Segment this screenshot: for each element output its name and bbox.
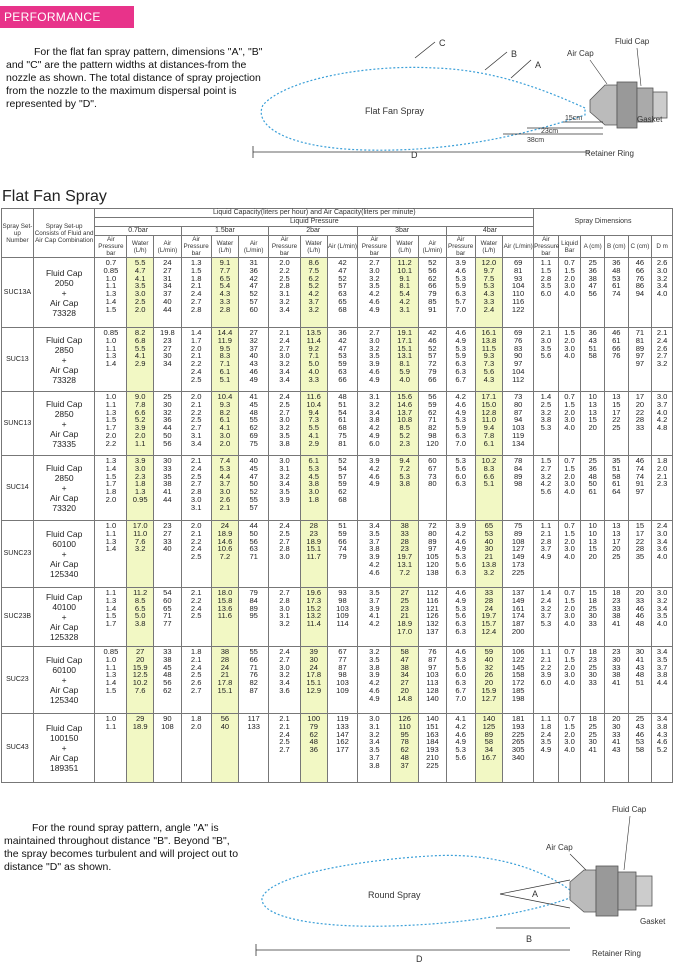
table-row bbox=[2, 258, 673, 328]
value-cell: 23 30 33 38 41 bbox=[604, 647, 628, 714]
value-cell: 13.5 11.4 9.2 7.1 5.0 4.0 3.3 bbox=[300, 328, 327, 392]
value-cell: 25 43 46 53 58 bbox=[628, 714, 652, 783]
sub-header-air-pressure: Air Pressure bar bbox=[181, 236, 211, 258]
dim-b-label: B bbox=[526, 934, 533, 944]
value-cell: 0.7 1.5 2.0 3.0 4.0 bbox=[558, 392, 581, 456]
value-cell: 106 122 145 158 172 185 198 bbox=[503, 647, 534, 714]
value-cell: 73 80 87 94 103 119 134 bbox=[503, 392, 534, 456]
value-cell: 2.6 3.0 3.2 3.4 4.0 bbox=[652, 258, 673, 328]
value-cell: 2.0 2.1 2.2 2.4 2.5 bbox=[181, 521, 211, 588]
value-cell: 28 23 18.9 15.1 11.7 bbox=[300, 521, 327, 588]
value-cell: 36 43 51 58 bbox=[581, 328, 605, 392]
value-cell: 112 116 121 126 132 137 bbox=[419, 588, 447, 647]
value-cell: 69 81 93 104 110 116 122 bbox=[503, 258, 534, 328]
value-cell: 140 151 163 184 193 210 225 bbox=[419, 714, 447, 783]
value-cell: 46 74 74 91 97 bbox=[628, 456, 652, 521]
value-cell: 17.0 11.0 7.6 3.2 bbox=[127, 521, 154, 588]
value-cell: 2.0 2.1 2.2 2.5 2.7 3.1 3.4 bbox=[181, 392, 211, 456]
value-cell: 48 51 54 61 68 75 81 bbox=[327, 392, 358, 456]
value-cell: 2.4 2.5 2.7 3.0 3.2 3.5 3.8 bbox=[269, 392, 301, 456]
value-cell: 2.1 2.2 2.4 2.5 bbox=[181, 588, 211, 647]
value-cell: 1.3 1.4 1.5 1.7 1.8 2.0 bbox=[95, 456, 127, 521]
value-cell: 19.1 17.1 15.1 13.1 8.1 5.9 4.0 bbox=[391, 328, 419, 392]
value-cell: 2.7 3.0 3.2 3.5 4.2 4.6 4.9 bbox=[358, 258, 391, 328]
value-cell: 17 20 22 28 33 bbox=[628, 392, 652, 456]
dim-d-label: D bbox=[416, 954, 423, 964]
value-cell: 1.4 2.4 3.2 3.7 5.3 bbox=[534, 588, 559, 647]
value-cell: 93 98 103 109 114 bbox=[327, 588, 358, 647]
value-cell: 1.4 1.7 2.0 2.1 2.2 2.4 2.5 bbox=[181, 328, 211, 392]
value-cell: 0.85 1.0 1.1 1.3 1.4 1.5 bbox=[95, 647, 127, 714]
value-cell: 1.4 2.5 3.2 3.8 5.3 bbox=[534, 392, 559, 456]
gasket-label: Gasket bbox=[637, 115, 663, 124]
value-cell: 31 36 42 47 52 57 60 bbox=[239, 258, 269, 328]
sub-header-air: Air (L/min) bbox=[503, 236, 534, 258]
combination-cell: Fluid Cap 2850 + Air Cap 73335 bbox=[33, 392, 95, 456]
round-spray-description: For the round spray pattern, angle "A" is maintained throughout distance "B". Beyond "B", the spray becomes turbulent and will project out to distance "D" as shown. bbox=[4, 822, 239, 873]
value-cell: 3.4 3.5 3.7 3.8 4.4 bbox=[652, 647, 673, 714]
value-cell: 1.1 1.3 1.4 1.5 1.7 bbox=[95, 588, 127, 647]
air-cap-label: Air Cap bbox=[567, 49, 594, 58]
sub-header-water: Water (L/h) bbox=[127, 236, 154, 258]
sub-header-air-pressure: Air Pressure bar bbox=[358, 236, 391, 258]
value-cell: 79 84 89 95 bbox=[239, 588, 269, 647]
retainer-ring-label: Retainer Ring bbox=[592, 949, 641, 958]
model-cell: SUC13 bbox=[2, 328, 34, 392]
value-cell: 15 18 25 30 33 bbox=[581, 588, 605, 647]
pressure-header: 0.7bar bbox=[95, 227, 181, 236]
sub-header-air-pressure: Air Pressure bar bbox=[95, 236, 127, 258]
value-cell: 1.1 1.8 2.4 3.5 4.9 bbox=[534, 714, 559, 783]
value-cell: 3.1 3.2 3.4 3.8 4.2 4.9 6.0 bbox=[358, 392, 391, 456]
air-cap-label: Air Cap bbox=[546, 843, 573, 852]
value-cell: 25 30 32 36 44 50 56 bbox=[154, 392, 182, 456]
sub-header-air: Air (L/min) bbox=[419, 236, 447, 258]
value-cell: 1.1 2.1 2.8 3.7 4.9 bbox=[534, 521, 559, 588]
value-cell: 78 84 89 98 bbox=[503, 456, 534, 521]
value-cell: 11.2 8.5 6.5 5.0 3.8 bbox=[127, 588, 154, 647]
value-cell: 1.0 1.1 1.3 1.4 bbox=[95, 521, 127, 588]
dim-a-label: A bbox=[535, 60, 542, 70]
value-cell: 44 50 56 63 71 bbox=[239, 521, 269, 588]
value-cell: 13 15 17 22 25 bbox=[604, 392, 628, 456]
value-cell: 30 33 35 38 41 44 bbox=[154, 456, 182, 521]
round-spray-diagram bbox=[240, 800, 675, 965]
value-cell: 1.3 1.5 1.8 2.1 2.4 2.7 2.8 bbox=[181, 258, 211, 328]
value-cell: 1.0 1.1 1.3 1.5 1.7 2.0 2.2 bbox=[95, 392, 127, 456]
value-cell: 42 46 52 57 72 79 66 bbox=[419, 328, 447, 392]
value-cell: 1.1 2.1 2.2 3.9 6.0 bbox=[534, 647, 559, 714]
sub-header-c: C (cm) bbox=[628, 236, 652, 258]
combination-cell: Fluid Cap 40100 + Air Cap 125328 bbox=[33, 588, 95, 647]
value-cell: 8.2 6.8 5.5 4.1 2.9 bbox=[127, 328, 154, 392]
value-cell: 2.4 3.0 3.4 3.6 4.0 bbox=[652, 521, 673, 588]
sub-header-d: D m bbox=[652, 236, 673, 258]
value-cell: 4.2 4.6 4.9 5.3 5.9 6.3 7.0 bbox=[446, 392, 475, 456]
pressure-header: 2bar bbox=[269, 227, 358, 236]
value-cell: 3.0 3.1 3.2 3.4 3.5 3.9 bbox=[269, 456, 301, 521]
value-cell: 2.1 2.1 2.4 2.5 2.7 bbox=[269, 714, 301, 783]
value-cell: 58 47 38 34 27 20 14.8 bbox=[391, 647, 419, 714]
value-cell: 69 76 83 90 97 104 112 bbox=[503, 328, 534, 392]
col-liquid-pressure: Liquid Pressure bbox=[95, 218, 534, 227]
section-title: Flat Fan Spray bbox=[2, 188, 107, 205]
value-cell: 5.3 5.6 6.0 6.3 bbox=[446, 456, 475, 521]
sub-header-air: Air (L/min) bbox=[154, 236, 182, 258]
value-cell: 7.4 5.3 4.4 3.7 3.0 2.6 2.1 bbox=[211, 456, 239, 521]
value-cell: 5.5 4.7 4.1 3.5 3.0 2.5 2.0 bbox=[127, 258, 154, 328]
value-cell: 33 38 45 48 56 62 bbox=[154, 647, 182, 714]
value-cell: 1.5 2.0 3.0 4.0 bbox=[558, 328, 581, 392]
value-cell: 52 56 62 66 79 85 91 bbox=[419, 258, 447, 328]
value-cell: 117 133 bbox=[239, 714, 269, 783]
dim-c-label: C bbox=[439, 38, 446, 48]
value-cell: 46 61 66 76 bbox=[604, 328, 628, 392]
pressure-header: 4bar bbox=[446, 227, 533, 236]
angle-a-label: A bbox=[532, 889, 539, 899]
gasket-label: Gasket bbox=[640, 917, 666, 926]
value-cell: 3.0 3.2 3.4 3.5 4.0 bbox=[652, 588, 673, 647]
value-cell: 40 45 47 50 52 55 57 bbox=[239, 456, 269, 521]
value-cell: 4.6 4.9 5.3 5.6 6.3 6.3 bbox=[446, 588, 475, 647]
combination-cell: Fluid Cap 60100 + Air Cap 125340 bbox=[33, 521, 95, 588]
value-cell: 4.6 5.3 5.6 6.0 6.3 6.7 7.0 bbox=[446, 647, 475, 714]
pressure-header: 1.5bar bbox=[181, 227, 268, 236]
sub-header-air-pressure: Air Pressure bar bbox=[269, 236, 301, 258]
table-row bbox=[2, 328, 673, 392]
value-cell: 181 193 225 265 305 340 bbox=[503, 714, 534, 783]
sub-header-air: Air (L/min) bbox=[327, 236, 358, 258]
value-cell: 15.6 14.6 13.7 10.8 8.5 5.2 2.3 bbox=[391, 392, 419, 456]
value-cell: 15 17 22 28 35 bbox=[628, 521, 652, 588]
col-spray-setup-number: Spray Set-up Number bbox=[2, 209, 34, 258]
value-cell: 9.1 7.7 6.5 5.4 4.3 3.3 2.8 bbox=[211, 258, 239, 328]
value-cell: 46 66 76 86 94 bbox=[628, 258, 652, 328]
flat-fan-spec-table bbox=[1, 208, 673, 783]
value-cell: 11.2 10.1 9.1 8.1 5.4 4.2 3.1 bbox=[391, 258, 419, 328]
dist-38-label: 38cm bbox=[527, 137, 545, 144]
value-cell: 27 25 23 21 18.9 17.0 bbox=[391, 588, 419, 647]
table-row bbox=[2, 714, 673, 783]
sub-header-water: Water (L/h) bbox=[211, 236, 239, 258]
value-cell: 38 28 24 21 17.8 15.1 bbox=[211, 647, 239, 714]
value-cell: 36 48 53 61 74 bbox=[604, 258, 628, 328]
value-cell: 2.1 2.4 2.7 3.0 3.2 3.4 3.4 bbox=[269, 328, 301, 392]
value-cell: 65 53 40 30 21 13.8 3.2 bbox=[475, 521, 503, 588]
model-cell: SUNC23 bbox=[2, 521, 34, 588]
value-cell: 119 133 147 162 177 bbox=[327, 714, 358, 783]
combination-cell: Fluid Cap 2850 + Air Cap 73328 bbox=[33, 328, 95, 392]
value-cell: 56 59 62 71 82 98 120 bbox=[419, 392, 447, 456]
value-cell: 3.5 3.7 3.9 4.1 4.2 bbox=[358, 588, 391, 647]
value-cell: 3.4 3.8 4.3 4.6 5.2 bbox=[652, 714, 673, 783]
sub-header-air-pressure: Air Pressure bar bbox=[448, 236, 474, 257]
pressure-header: 3bar bbox=[358, 227, 446, 236]
dist-15-label: 15cm bbox=[565, 115, 583, 122]
value-cell: 140 125 89 58 34 16.7 bbox=[475, 714, 503, 783]
fluid-cap-label: Fluid Cap bbox=[615, 37, 650, 46]
value-cell: 55 66 71 76 82 87 bbox=[239, 647, 269, 714]
table-row bbox=[2, 588, 673, 647]
model-cell: SUNC13 bbox=[2, 392, 34, 456]
value-cell: 1.8 2.0 bbox=[181, 714, 211, 783]
value-cell: 25 36 38 47 56 bbox=[581, 258, 605, 328]
value-cell: 10 10 13 15 20 bbox=[581, 521, 605, 588]
round-spray-label: Round Spray bbox=[368, 890, 421, 900]
value-cell: 2.7 2.8 3.0 3.1 3.2 bbox=[269, 588, 301, 647]
value-cell: 36 42 47 53 59 63 66 bbox=[327, 328, 358, 392]
value-cell: 14.4 11.9 9.5 8.3 7.1 6.1 5.1 bbox=[211, 328, 239, 392]
value-cell: 42 47 52 57 63 65 68 bbox=[327, 258, 358, 328]
value-cell: 3.9 4.2 4.6 4.9 5.3 5.6 6.3 bbox=[446, 521, 475, 588]
value-cell: 75 89 108 127 149 173 225 bbox=[503, 521, 534, 588]
value-cell: 29 18.9 bbox=[127, 714, 154, 783]
flat-spray-label: Flat Fan Spray bbox=[365, 106, 425, 116]
model-cell: SUC43 bbox=[2, 714, 34, 783]
table-row bbox=[2, 456, 673, 521]
value-cell: 51 59 66 74 79 bbox=[327, 521, 358, 588]
value-cell: 60 67 73 80 bbox=[419, 456, 447, 521]
flat-fan-diagram bbox=[245, 30, 675, 165]
value-cell: 24 18.9 14.6 10.6 7.2 bbox=[211, 521, 239, 588]
value-cell: 0.7 1.5 2.0 3.0 4.0 bbox=[558, 647, 581, 714]
dim-d-label: D bbox=[411, 150, 418, 160]
value-cell: 10.2 8.3 6.6 5.1 bbox=[475, 456, 503, 521]
value-cell: 100 79 62 48 36 bbox=[300, 714, 327, 783]
value-cell: 1.8 2.1 2.4 2.5 2.6 2.7 bbox=[181, 647, 211, 714]
model-cell: SUC14 bbox=[2, 456, 34, 521]
value-cell: 8.6 7.5 6.2 5.2 4.2 3.7 3.2 bbox=[300, 258, 327, 328]
table-row bbox=[2, 647, 673, 714]
value-cell: 10 13 13 15 20 bbox=[581, 392, 605, 456]
value-cell: 71 81 89 97 97 bbox=[628, 328, 652, 392]
value-cell: 3.0 3.1 3.2 3.4 3.5 3.7 3.8 bbox=[358, 714, 391, 783]
combination-cell: Fluid Cap 60100 + Air Cap 125340 bbox=[33, 647, 95, 714]
value-cell: 38 33 28 23 19.7 13.1 7.2 bbox=[391, 521, 419, 588]
value-cell: 126 110 95 78 62 48 37 bbox=[391, 714, 419, 783]
value-cell: 27 32 37 40 43 46 49 bbox=[239, 328, 269, 392]
value-cell: 6.1 5.3 4.5 3.8 3.0 1.8 bbox=[300, 456, 327, 521]
value-cell: 1.1 1.5 2.8 3.5 6.0 bbox=[534, 258, 559, 328]
value-cell: 12.0 9.7 7.5 5.3 4.3 3.3 2.4 bbox=[475, 258, 503, 328]
col-spray-dimensions: Spray Dimensions bbox=[534, 209, 673, 236]
sub-header-air: Air (L/min) bbox=[239, 236, 269, 258]
value-cell: 41 45 48 55 62 69 75 bbox=[239, 392, 269, 456]
value-cell: 2.7 3.0 3.2 3.5 3.9 4.6 4.9 bbox=[358, 328, 391, 392]
value-cell: 19.8 23 27 30 34 bbox=[154, 328, 182, 392]
table-row bbox=[2, 392, 673, 456]
value-cell: 13 13 17 20 25 bbox=[604, 521, 628, 588]
combination-cell: Fluid Cap 2850 + Air Cap 73320 bbox=[33, 456, 95, 521]
dim-b-label: B bbox=[511, 49, 518, 59]
retainer-ring-label: Retainer Ring bbox=[585, 149, 634, 158]
sub-header-air-pressure: Air Pressure bar bbox=[534, 236, 560, 257]
value-cell: 0.7 0.85 1.0 1.1 1.3 1.4 1.5 bbox=[95, 258, 127, 328]
value-cell: 0.7 1.5 2.0 3.0 4.0 bbox=[558, 521, 581, 588]
value-cell: 11.6 10.4 9.4 7.3 5.5 4.1 2.9 bbox=[300, 392, 327, 456]
value-cell: 56 40 bbox=[211, 714, 239, 783]
combination-cell: Fluid Cap 2050 + Air Cap 73328 bbox=[33, 258, 95, 328]
value-cell: 0.85 1.0 1.1 1.3 1.4 bbox=[95, 328, 127, 392]
value-cell: 9.0 7.8 6.6 5.2 3.9 2.0 1.1 bbox=[127, 392, 154, 456]
value-cell: 39 30 24 17.8 15.1 12.9 bbox=[300, 647, 327, 714]
value-cell: 4.6 4.9 5.3 5.9 6.3 6.3 6.7 bbox=[446, 328, 475, 392]
table-row bbox=[2, 521, 673, 588]
dist-23-label: 23cm bbox=[541, 128, 559, 135]
value-cell: 0.7 1.5 2.0 3.0 4.0 bbox=[558, 588, 581, 647]
value-cell: 10.4 9.3 8.2 6.1 4.1 3.0 2.0 bbox=[211, 392, 239, 456]
sub-header-b: B (cm) bbox=[604, 236, 628, 258]
sub-header-water: Water (L/h) bbox=[391, 236, 419, 258]
value-cell: 27 20 15.9 12.5 10.2 7.6 bbox=[127, 647, 154, 714]
value-cell: 3.0 3.7 4.0 4.2 4.8 bbox=[652, 392, 673, 456]
value-cell: 2.0 2.2 2.5 2.8 3.1 3.2 3.4 bbox=[269, 258, 301, 328]
value-cell: 52 54 57 59 62 68 bbox=[327, 456, 358, 521]
value-cell: 18 23 33 38 41 bbox=[604, 588, 628, 647]
model-cell: SUC23 bbox=[2, 647, 34, 714]
sub-header-water: Water (L/h) bbox=[300, 236, 327, 258]
value-cell: 1.5 2.7 3.2 4.2 5.6 bbox=[534, 456, 559, 521]
value-cell: 137 149 161 174 187 200 bbox=[503, 588, 534, 647]
value-cell: 20 33 46 46 48 bbox=[628, 588, 652, 647]
combination-cell: Fluid Cap 100150 + Air Cap 189351 bbox=[33, 714, 95, 783]
nozzle-icon bbox=[570, 866, 652, 916]
value-cell: 30 41 43 48 51 bbox=[628, 647, 652, 714]
value-cell: 25 36 48 50 61 bbox=[581, 456, 605, 521]
value-cell: 90 108 bbox=[154, 714, 182, 783]
value-cell: 59 40 32 26 20 15.9 12.7 bbox=[475, 647, 503, 714]
value-cell: 24 27 31 34 37 40 44 bbox=[154, 258, 182, 328]
value-cell: 54 60 65 71 77 bbox=[154, 588, 182, 647]
value-cell: 18 25 25 30 41 bbox=[581, 714, 605, 783]
value-cell: 2.4 2.7 3.0 3.2 3.4 3.6 bbox=[269, 647, 301, 714]
fluid-cap-label: Fluid Cap bbox=[612, 805, 647, 814]
value-cell: 17.1 15.0 12.8 11.0 9.4 7.8 6.1 bbox=[475, 392, 503, 456]
sub-header-water: Water (L/h) bbox=[475, 236, 503, 258]
value-cell: 72 80 89 97 105 120 138 bbox=[419, 521, 447, 588]
value-cell: 76 87 97 103 113 128 140 bbox=[419, 647, 447, 714]
value-cell: 4.1 4.2 4.6 4.9 5.3 5.6 bbox=[446, 714, 475, 783]
section-header: PERFORMANCE DATA bbox=[0, 6, 134, 28]
value-cell: 2.1 2.4 2.5 2.7 2.8 3.0 3.1 bbox=[181, 456, 211, 521]
value-cell: 2.4 2.5 2.7 2.8 3.0 bbox=[269, 521, 301, 588]
flat-fan-description: For the flat fan spray pattern, dimensions "A", "B" and "C" are the pattern widths at distances-from the nozzle as shown. The total distance of spray projection from the nozzle to the maximum dispersal point is represented by "D". bbox=[6, 46, 263, 110]
col-capacity: Liquid Capacity(liters per hour) and Air Capacity(liters per minute) bbox=[95, 209, 534, 218]
value-cell: 3.9 4.2 4.6 4.9 bbox=[358, 456, 391, 521]
value-cell: 20 30 33 41 43 bbox=[604, 714, 628, 783]
value-cell: 1.0 1.1 bbox=[95, 714, 127, 783]
value-cell: 19.6 17.3 15.2 13.2 11.4 bbox=[300, 588, 327, 647]
value-cell: 0.7 1.5 2.0 3.0 4.0 bbox=[558, 258, 581, 328]
sub-header-a: A (cm) bbox=[581, 236, 605, 258]
value-cell: 9.4 7.2 5.3 3.8 bbox=[391, 456, 419, 521]
value-cell: 0.7 1.5 2.0 3.0 4.0 bbox=[558, 456, 581, 521]
sub-header-liquid-bar: Liquid Bar bbox=[558, 236, 581, 258]
col-combination: Spray Set-up Consists of Fluid and Air Cap Combination bbox=[33, 209, 95, 258]
value-cell: 3.2 3.5 3.8 3.9 4.2 4.6 4.9 bbox=[358, 647, 391, 714]
model-cell: SUC23B bbox=[2, 588, 34, 647]
value-cell: 23 27 33 40 bbox=[154, 521, 182, 588]
value-cell: 18.0 15.8 13.6 11.6 bbox=[211, 588, 239, 647]
value-cell: 0.7 1.5 2.0 3.0 4.0 bbox=[558, 714, 581, 783]
value-cell: 2.1 3.0 3.5 5.6 bbox=[534, 328, 559, 392]
value-cell: 16.1 13.8 11.5 9.3 7.3 5.6 4.3 bbox=[475, 328, 503, 392]
value-cell: 2.1 2.4 2.6 2.7 3.2 bbox=[652, 328, 673, 392]
value-cell: 33 28 24 19.7 15.7 12.4 bbox=[475, 588, 503, 647]
value-cell: 3.9 3.0 2.3 1.8 1.3 0.95 bbox=[127, 456, 154, 521]
model-cell: SUC13A bbox=[2, 258, 34, 328]
value-cell: 3.4 3.5 3.7 3.8 3.9 4.2 4.6 bbox=[358, 521, 391, 588]
value-cell: 67 77 87 98 103 109 bbox=[327, 647, 358, 714]
value-cell: 18 23 25 30 33 bbox=[581, 647, 605, 714]
value-cell: 1.8 2.0 2.1 2.3 bbox=[652, 456, 673, 521]
value-cell: 3.9 4.6 5.3 5.9 6.3 5.7 7.0 bbox=[446, 258, 475, 328]
value-cell: 35 51 58 61 64 bbox=[604, 456, 628, 521]
